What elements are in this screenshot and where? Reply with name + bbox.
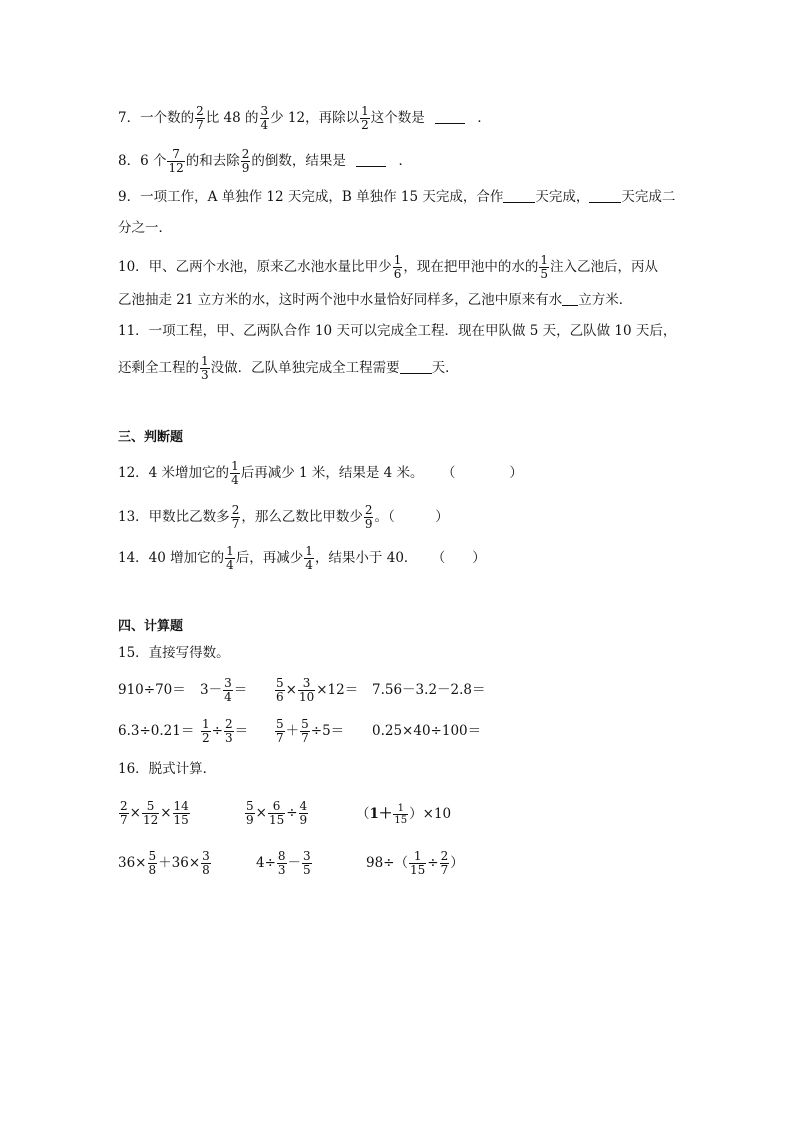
numerator: 2 xyxy=(241,147,250,161)
numerator: 5 xyxy=(246,799,254,813)
denominator: 15 xyxy=(410,863,426,877)
denominator: 8 xyxy=(202,863,210,877)
q10-text-a: 10．甲、乙两个水池，原来乙水池水量比甲少 xyxy=(118,259,392,275)
calc-text: ＋36× xyxy=(158,855,201,871)
denominator: 6 xyxy=(393,267,402,281)
numerator: 1 xyxy=(361,104,369,118)
calc-text: ÷ xyxy=(427,855,439,871)
q9-text-c: 天完成二 xyxy=(621,189,676,205)
q13-text-a: 13．甲数比乙数多 xyxy=(118,509,230,525)
fraction xyxy=(223,677,233,704)
denominator: 4 xyxy=(305,558,313,572)
calc-text: ÷ xyxy=(211,723,223,739)
calc-text: ＝ xyxy=(234,723,249,739)
numerator: 5 xyxy=(146,799,155,813)
denominator: 6 xyxy=(276,690,284,704)
calc-text: × xyxy=(129,805,141,821)
calc-text: ＋ xyxy=(285,723,300,739)
numerator: 14 xyxy=(173,799,189,813)
section-title-judgement: 三、判断题 xyxy=(118,430,184,445)
numerator: 1 xyxy=(397,803,404,814)
numerator: 3 xyxy=(224,676,232,690)
numerator: 3 xyxy=(302,676,311,690)
fraction xyxy=(167,148,184,175)
q9-text-b: 天完成， xyxy=(535,189,590,205)
calc-text: × xyxy=(285,682,297,698)
answer-blank[interactable] xyxy=(589,190,621,203)
numerator: 1 xyxy=(231,459,239,473)
numerator: 3 xyxy=(303,849,311,863)
calc-item xyxy=(356,803,451,826)
calc-item xyxy=(244,800,309,827)
numerator: 5 xyxy=(301,717,309,731)
numerator: 3 xyxy=(260,104,269,118)
calc-item xyxy=(118,800,191,827)
fraction xyxy=(440,850,450,877)
denominator: 4 xyxy=(226,558,234,572)
q10-text-e: 立方米． xyxy=(578,292,633,308)
answer-blank[interactable] xyxy=(400,361,432,374)
denominator: 7 xyxy=(276,731,284,745)
fraction xyxy=(119,800,129,827)
fraction xyxy=(304,545,314,572)
question-11 xyxy=(118,321,676,341)
calc-text: ×12＝ xyxy=(316,682,359,698)
denominator: 12 xyxy=(168,161,184,175)
calc-text: × xyxy=(255,805,267,821)
question-16-title: 16．脱式计算． xyxy=(118,761,217,777)
calc-item xyxy=(256,850,313,877)
q13-text-b: ，那么乙数比甲数少 xyxy=(241,509,363,525)
q10-text-c: 注入乙池后，丙从 xyxy=(549,259,658,275)
answer-parentheses[interactable]: （ ） xyxy=(431,550,486,566)
numerator: 2 xyxy=(120,799,128,813)
question-10-line-2 xyxy=(118,290,632,310)
question-13 xyxy=(118,504,449,531)
q7-end: ． xyxy=(477,110,491,126)
answer-blank[interactable] xyxy=(503,190,535,203)
numerator: 2 xyxy=(440,849,449,863)
denominator: 15 xyxy=(268,813,285,827)
fraction xyxy=(224,718,234,745)
question-12 xyxy=(118,460,523,487)
denominator: 9 xyxy=(246,813,254,827)
q7-text-c: 少 12，再除以 xyxy=(270,110,360,126)
calc-item xyxy=(200,677,247,704)
answer-blank[interactable] xyxy=(356,154,386,167)
fraction xyxy=(201,850,211,877)
q8-text-a: 8．6 个 xyxy=(118,153,167,169)
question-7 xyxy=(118,105,491,132)
fraction xyxy=(364,504,374,531)
q7-text-b: 比 48 的 xyxy=(205,110,259,126)
numerator: 1 xyxy=(201,354,209,368)
fraction xyxy=(260,105,270,132)
denominator: 8 xyxy=(148,863,157,877)
fraction xyxy=(201,718,211,745)
numerator: 5 xyxy=(148,849,157,863)
denominator: 7 xyxy=(120,813,128,827)
q11-text-b: 还剩全工程的 xyxy=(118,360,199,376)
calc-text: （ xyxy=(356,806,370,822)
calc-item: 6.3÷0.21＝ xyxy=(118,723,195,739)
fraction xyxy=(275,677,285,704)
denominator: 3 xyxy=(201,368,209,382)
calc-text: 3－ xyxy=(200,682,223,698)
denominator: 7 xyxy=(440,863,449,877)
numerator: 5 xyxy=(276,717,284,731)
q8-text-b: 的和去除 xyxy=(185,153,240,169)
denominator: 4 xyxy=(224,690,232,704)
denominator: 7 xyxy=(301,731,309,745)
denominator: 5 xyxy=(540,267,548,281)
denominator: 9 xyxy=(364,517,373,531)
question-9 xyxy=(118,187,675,207)
numerator: 2 xyxy=(196,104,204,118)
q14-text-b: 后，再减少 xyxy=(235,550,304,566)
section-title-calculation: 四、计算题 xyxy=(118,619,184,634)
calc-text: ）×10 xyxy=(409,806,452,822)
numerator: 6 xyxy=(272,799,281,813)
denominator: 3 xyxy=(277,863,286,877)
q10-text-b: ，现在把甲池中的水的 xyxy=(403,259,539,275)
fraction xyxy=(142,800,159,827)
q7-text-a: 7．一个数的 xyxy=(118,110,195,126)
denominator: 7 xyxy=(231,517,240,531)
fraction xyxy=(539,254,549,281)
q12-text-a: 12．4 米增加它的 xyxy=(118,465,230,481)
question-8 xyxy=(118,148,412,175)
numerator: 3 xyxy=(202,849,210,863)
calc-item xyxy=(200,718,248,745)
denominator: 2 xyxy=(361,118,369,132)
fraction xyxy=(409,850,426,877)
calc-text: 98÷（ xyxy=(366,855,408,871)
fraction xyxy=(298,677,315,704)
question-14 xyxy=(118,545,486,572)
question-11-line-2 xyxy=(118,355,459,382)
numerator: 1 xyxy=(393,253,402,267)
denominator: 10 xyxy=(298,690,315,704)
denominator: 15 xyxy=(173,813,189,827)
fraction xyxy=(225,545,235,572)
numerator: 1 xyxy=(226,544,234,558)
numerator: 4 xyxy=(299,799,308,813)
q12-text-b: 后再减少 1 米，结果是 4 米。 xyxy=(240,465,424,481)
calc-item: 910÷70＝ xyxy=(118,682,186,698)
denominator: 4 xyxy=(231,473,239,487)
fraction xyxy=(299,800,309,827)
fraction xyxy=(173,800,190,827)
fraction xyxy=(200,355,210,382)
fraction xyxy=(360,105,370,132)
denominator: 9 xyxy=(241,161,250,175)
q11-text-d: 天． xyxy=(431,360,459,376)
calc-item xyxy=(274,677,358,704)
calc-text: ） xyxy=(450,855,464,871)
answer-blank[interactable] xyxy=(435,111,465,124)
question-10 xyxy=(118,254,658,281)
calc-text: 36× xyxy=(118,855,147,871)
numerator: 1 xyxy=(202,717,210,731)
numerator: 1 xyxy=(305,544,313,558)
calc-item: 0.25×40÷100＝ xyxy=(372,723,482,739)
fraction xyxy=(277,850,287,877)
calc-text: ＝ xyxy=(233,682,248,698)
q11-text-a: 11．一项工程，甲、乙两队合作 10 天可以完成全工程．现在甲队做 5 天，乙队做 10 天后， xyxy=(118,323,677,339)
question-15-title: 15．直接写得数。 xyxy=(118,645,230,661)
denominator: 9 xyxy=(299,813,308,827)
fraction xyxy=(148,850,158,877)
calc-item xyxy=(366,850,464,877)
denominator: 3 xyxy=(224,731,233,745)
fraction xyxy=(393,803,408,826)
numerator: 1 xyxy=(413,849,422,863)
answer-blank[interactable] xyxy=(562,293,578,306)
numerator: 1 xyxy=(540,253,548,267)
q9-text-d: 分之一． xyxy=(118,220,172,236)
q11-text-c: 没做．乙队单独完成全工程需要 xyxy=(210,360,400,376)
calc-text: × xyxy=(160,805,172,821)
numerator: 2 xyxy=(231,503,240,517)
numerator: 8 xyxy=(277,849,286,863)
calc-item xyxy=(118,850,212,877)
calc-item: 7.56－3.2－2.8＝ xyxy=(372,682,486,698)
fraction xyxy=(241,148,251,175)
calc-text: ÷5＝ xyxy=(310,723,345,739)
fraction xyxy=(195,105,205,132)
denominator: 15 xyxy=(394,815,408,826)
numerator: 2 xyxy=(224,717,233,731)
answer-parentheses[interactable]: （ ） xyxy=(441,465,523,481)
q8-text-c: 的倒数，结果是 xyxy=(251,153,346,169)
denominator: 7 xyxy=(196,118,204,132)
q14-text-c: ，结果小于 40． xyxy=(314,550,418,566)
q8-end: ． xyxy=(398,153,412,169)
calc-text: 4÷ xyxy=(256,855,276,871)
fraction xyxy=(275,718,285,745)
calc-item xyxy=(274,718,344,745)
denominator: 4 xyxy=(260,118,269,132)
q7-text-d: 这个数是 xyxy=(370,110,425,126)
numerator: 5 xyxy=(276,676,284,690)
q13-text-c[interactable]: 。（ ） xyxy=(374,509,449,525)
fraction xyxy=(302,850,312,877)
denominator: 2 xyxy=(202,731,210,745)
fraction xyxy=(231,504,241,531)
calc-text: ÷ xyxy=(286,805,298,821)
fraction xyxy=(245,800,255,827)
denominator: 5 xyxy=(303,863,311,877)
fraction xyxy=(300,718,310,745)
q9-text-a: 9．一项工作，A 单独作 12 天完成，B 单独作 15 天完成，合作 xyxy=(118,189,504,205)
calc-text: 1＋ xyxy=(369,806,393,822)
fraction xyxy=(268,800,285,827)
denominator: 12 xyxy=(142,813,159,827)
numerator: 7 xyxy=(172,147,180,161)
calc-text: － xyxy=(287,855,302,871)
numerator: 2 xyxy=(364,503,373,517)
q10-text-d: 乙池抽走 21 立方米的水，这时两个池中水量恰好同样多，乙池中原来有水 xyxy=(118,292,563,308)
fraction xyxy=(393,254,403,281)
fraction xyxy=(230,460,240,487)
q14-text-a: 14．40 增加它的 xyxy=(118,550,225,566)
question-9-line-2 xyxy=(118,218,172,238)
